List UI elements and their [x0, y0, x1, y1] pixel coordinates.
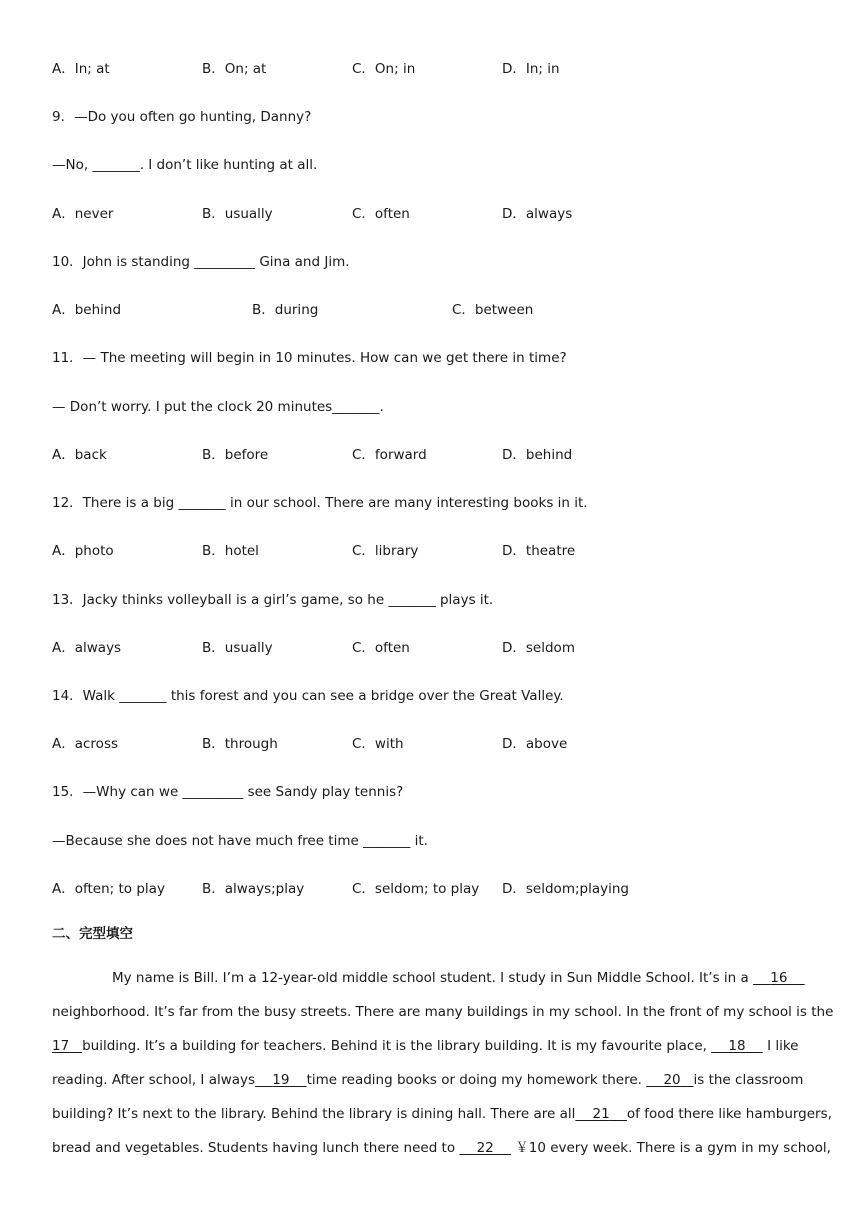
passage-line-6	[52, 1138, 831, 1158]
q10-option-b: B．during	[252, 302, 319, 318]
q8-option-b: B．On; at	[202, 61, 267, 77]
blank-16: 16	[770, 970, 788, 986]
passage-text: of food there like hamburgers,	[626, 1106, 832, 1122]
q13-option-c: C．often	[352, 640, 410, 656]
q10-option-c: C．between	[452, 302, 534, 318]
passage-text: I like	[762, 1038, 799, 1054]
passage-line-4	[52, 1070, 808, 1090]
q13-option-b: B．usually	[202, 640, 273, 656]
q11-option-d: D．behind	[502, 447, 573, 463]
q14-option-d: D．above	[502, 736, 568, 752]
passage-text: reading. After school, I always	[52, 1072, 256, 1088]
section-title: 二、完型填空	[52, 926, 133, 942]
q15-line2: —Because she does not have much free time _______ it.	[52, 833, 428, 849]
q14-option-c: C．with	[352, 736, 404, 752]
q11-line2: — Don’t worry. I put the clock 20 minutes_______.	[52, 399, 384, 415]
passage-text: building. It’s a building for teachers. Behind it is the library building. It is my favourite place,	[82, 1038, 712, 1054]
q12-option-b: B．hotel	[202, 543, 259, 559]
passage-text: is the classroom	[693, 1072, 804, 1088]
q15-option-c: C．seldom; to play	[352, 881, 480, 897]
q14-stem: 14．Walk _______ this forest and you can see a bridge over the Great Valley.	[52, 688, 564, 704]
q11-option-c: C．forward	[352, 447, 427, 463]
q12-option-a: A．photo	[52, 543, 114, 559]
blank-17: 17	[52, 1038, 70, 1054]
q11-option-a: A．back	[52, 447, 107, 463]
q9-option-b: B．usually	[202, 206, 273, 222]
q12-stem: 12．There is a big _______ in our school. There are many interesting books in it.	[52, 495, 588, 511]
q13-option-a: A．always	[52, 640, 122, 656]
blank-22: 22	[476, 1140, 494, 1156]
q10-stem: 10．John is standing _________ Gina and Jim.	[52, 254, 350, 270]
q15-option-d: D．seldom;playing	[502, 881, 629, 897]
q14-option-a: A．across	[52, 736, 119, 752]
q8-option-c: C．On; in	[352, 61, 416, 77]
q8-option-a: A．In; at	[52, 61, 110, 77]
passage-line-3	[52, 1036, 808, 1056]
q9-line2: —No, _______. I don’t like hunting at all.	[52, 157, 318, 173]
blank-19: 19	[272, 1072, 290, 1088]
q9-option-a: A．never	[52, 206, 114, 222]
passage-line-2	[52, 1002, 834, 1022]
blank-18: 18	[728, 1038, 746, 1054]
q10-option-a: A．behind	[52, 302, 122, 318]
passage-text: bread and vegetables. Students having lunch there need to	[52, 1140, 460, 1156]
passage-line-1	[52, 968, 868, 988]
q15-stem: 15．—Why can we _________ see Sandy play tennis?	[52, 784, 404, 800]
q14-option-b: B．through	[202, 736, 278, 752]
q9-option-c: C．often	[352, 206, 410, 222]
blank-20: 20	[663, 1072, 681, 1088]
q9-stem: 9．—Do you often go hunting, Danny?	[52, 109, 312, 125]
q13-stem: 13．Jacky thinks volleyball is a girl’s game, so he _______ plays it.	[52, 592, 494, 608]
q15-option-b: B．always;play	[202, 881, 305, 897]
q9-option-d: D．always	[502, 206, 573, 222]
q11-stem: 11．— The meeting will begin in 10 minutes. How can we get there in time?	[52, 350, 567, 366]
q8-option-d: D．In; in	[502, 61, 560, 77]
passage-text: ￥10 every week. There is a gym in my school,	[510, 1140, 831, 1156]
passage-text: building? It’s next to the library. Behind the library is dining hall. There are all	[52, 1106, 576, 1122]
blank-21: 21	[592, 1106, 610, 1122]
q12-option-d: D．theatre	[502, 543, 576, 559]
q11-option-b: B．before	[202, 447, 269, 463]
passage-text: neighborhood. It’s far from the busy streets. There are many buildings in my school. In the front of my school is the	[52, 1004, 834, 1020]
q12-option-c: C．library	[352, 543, 419, 559]
passage-text: time reading books or doing my homework there.	[306, 1072, 647, 1088]
passage-line-5	[52, 1104, 832, 1124]
q15-option-a: A．often; to play	[52, 881, 165, 897]
q13-option-d: D．seldom	[502, 640, 575, 656]
passage-text: My name is Bill. I’m a 12-year-old middle school student. I study in Sun Middle School. It’s in a	[112, 970, 754, 986]
